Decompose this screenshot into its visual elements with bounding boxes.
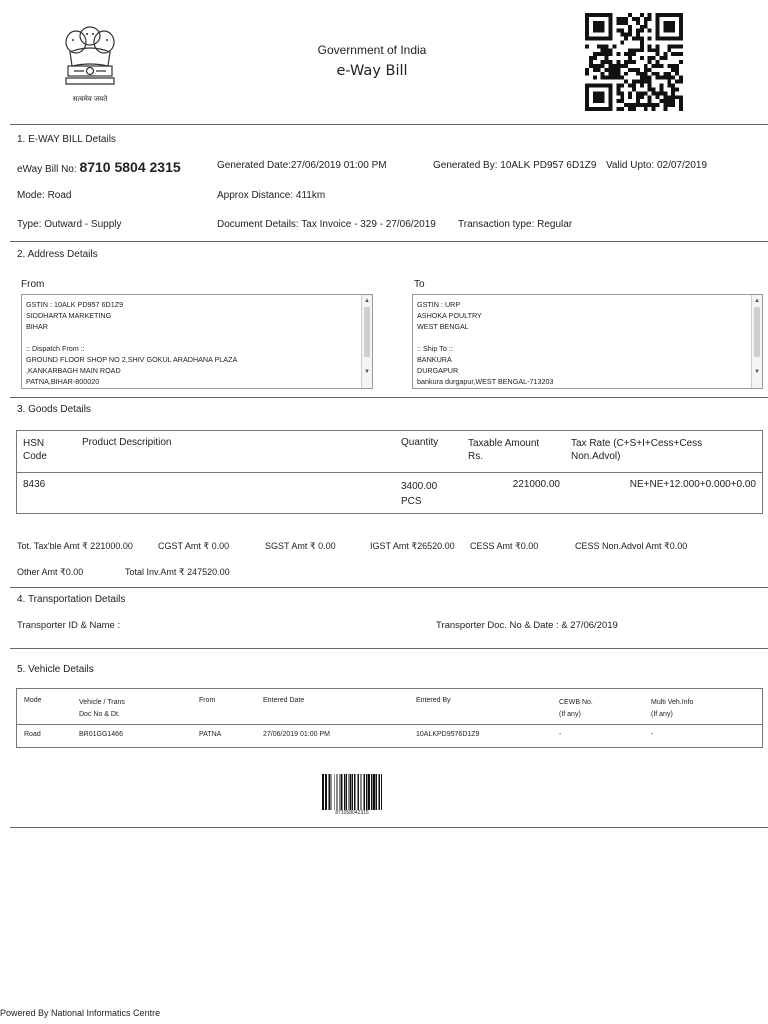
sgst-amount: SGST Amt ₹ 0.00 [265,541,336,551]
goods-header-taxable: Taxable Amount Rs. [468,438,540,462]
vehicle-cell-from: PATNA [199,731,222,738]
cgst-amount: CGST Amt ₹ 0.00 [158,541,230,551]
cess-amount: CESS Amt ₹0.00 [470,541,539,551]
vehicle-cell-cewb: - [559,731,562,738]
qr-code [585,13,683,111]
scrollbar[interactable] [361,295,372,388]
generated-by: Generated By: 10ALK PD957 6D1Z9 [433,160,597,171]
vehicle-header-cewb: CEWB No. (If any) [559,699,593,718]
to-line: bankura durgapur,WEST BENGAL-713203 [417,377,554,386]
to-line [417,332,748,343]
scroll-thumb[interactable] [364,307,370,357]
scroll-up-icon[interactable]: ▲ [754,298,760,304]
igst-amount: IGST Amt ₹26520.00 [370,541,455,551]
goods-header-hsn: HSN Code [23,438,47,462]
scroll-down-icon[interactable]: ▼ [364,369,370,375]
goods-cell-taxable: 221000.00 [512,479,560,490]
from-label: From [21,279,45,290]
mode: Mode: Road [17,190,72,201]
footer-powered-by: Powered By National Informatics Centre [0,1008,161,1018]
barcode-text: 871058042315 [335,810,369,816]
bill-no-value: 8710 5804 2315 [79,159,181,175]
vehicle-cell-vehicle: BR01GG1466 [79,731,123,738]
generated-date: Generated Date:27/06/2019 01:00 PM [217,160,387,171]
transporter-doc: Transporter Doc. No & Date : & 27/06/2019 [436,620,618,631]
vehicle-header-mode: Mode [24,697,42,704]
from-line: BIHAR [26,322,48,331]
goods-header-qty: Quantity [401,437,439,448]
header-title-2: e-Way Bill [336,63,408,79]
divider [10,648,768,649]
to-line: BANKURA [417,355,452,364]
section-3-title: 3. Goods Details [17,404,91,415]
from-line [26,332,358,343]
divider [10,587,768,588]
section-5-title: 5. Vehicle Details [17,664,94,675]
divider [10,827,768,828]
scroll-up-icon[interactable]: ▲ [364,298,370,304]
section-4-title: 4. Transportation Details [17,594,126,605]
barcode [322,774,382,812]
divider [10,397,768,398]
total-taxable: Tot. Tax'ble Amt ₹ 221000.00 [17,541,133,551]
eway-bill-number [17,159,181,175]
header-title-1: Government of India [317,43,427,57]
to-line: :: Ship To :: [417,344,453,353]
cess-nonadvol-amount: CESS Non.Advol Amt ₹0.00 [575,541,688,551]
vehicle-cell-mode: Road [24,731,41,738]
from-line: GSTIN : 10ALK PD957 6D1Z9 [26,300,124,309]
approx-distance: Approx Distance: 411km [217,190,326,201]
goods-header-rate: Tax Rate (C+S+I+Cess+Cess Non.Advol) [571,438,703,462]
national-emblem-logo [54,22,126,104]
divider [10,124,768,125]
transporter-id-name: Transporter ID & Name : [17,620,121,631]
from-line: ,KANKARBAGH MAIN ROAD [26,366,121,375]
goods-cell-rate: NE+NE+12.000+0.000+0.00 [629,479,756,490]
scrollbar[interactable] [751,295,762,388]
section-2-title: 2. Address Details [17,249,98,260]
scroll-thumb[interactable] [754,307,760,357]
other-amount: Other Amt ₹0.00 [17,567,84,577]
to-line: WEST BENGAL [417,322,469,331]
to-line: DURGAPUR [417,366,459,375]
vehicle-cell-entered-by: 10ALKPD9576D1Z9 [416,731,480,738]
vehicle-cell-multi: - [651,731,654,738]
document-details: Document Details: Tax Invoice - 329 - 27/06/2019 [217,219,436,230]
emblem-motto: सत्यमेव जयते [72,95,108,103]
from-line: :: Dispatch From :: [26,344,85,353]
bill-no-label: eWay Bill No: [17,164,77,175]
supply-type: Type: Outward - Supply [17,219,122,230]
from-line: GROUND FLOOR SHOP NO 2,SHIV GOKUL ARADHANA PLAZA [26,355,238,364]
valid-upto: Valid Upto: 02/07/2019 [606,160,708,171]
vehicle-header-entered-by: Entered By [416,697,451,704]
vehicle-header-multi: Multi Veh.Info (If any) [651,699,694,718]
to-label: To [414,279,425,290]
vehicle-header-vehicle: Vehicle / Trans Doc No & Dt. [79,699,125,718]
vehicle-cell-entered-date: 27/06/2019 01:00 PM [263,731,330,738]
goods-cell-hsn: 8436 [23,479,46,490]
goods-cell-qty: 3400.00 PCS [401,481,438,507]
vehicle-header-from: From [199,697,216,704]
divider [10,241,768,242]
goods-header-desc: Product Descripition [82,437,172,448]
to-address-textarea[interactable] [412,294,763,389]
total-invoice-amount: Total Inv.Amt ₹ 247520.00 [125,567,230,577]
from-line: PATNA,BIHAR-800020 [26,377,100,386]
scroll-down-icon[interactable]: ▼ [754,369,760,375]
from-address-textarea[interactable] [21,294,373,389]
vehicle-header-entered-date: Entered Date [263,697,305,704]
from-line: SIDDHARTA MARKETING [26,311,112,320]
transaction-type: Transaction type: Regular [458,219,573,230]
to-line: GSTIN : URP [417,300,461,309]
to-line: ASHOKA POULTRY [417,311,482,320]
section-1-title: 1. E-WAY BILL Details [17,134,116,145]
